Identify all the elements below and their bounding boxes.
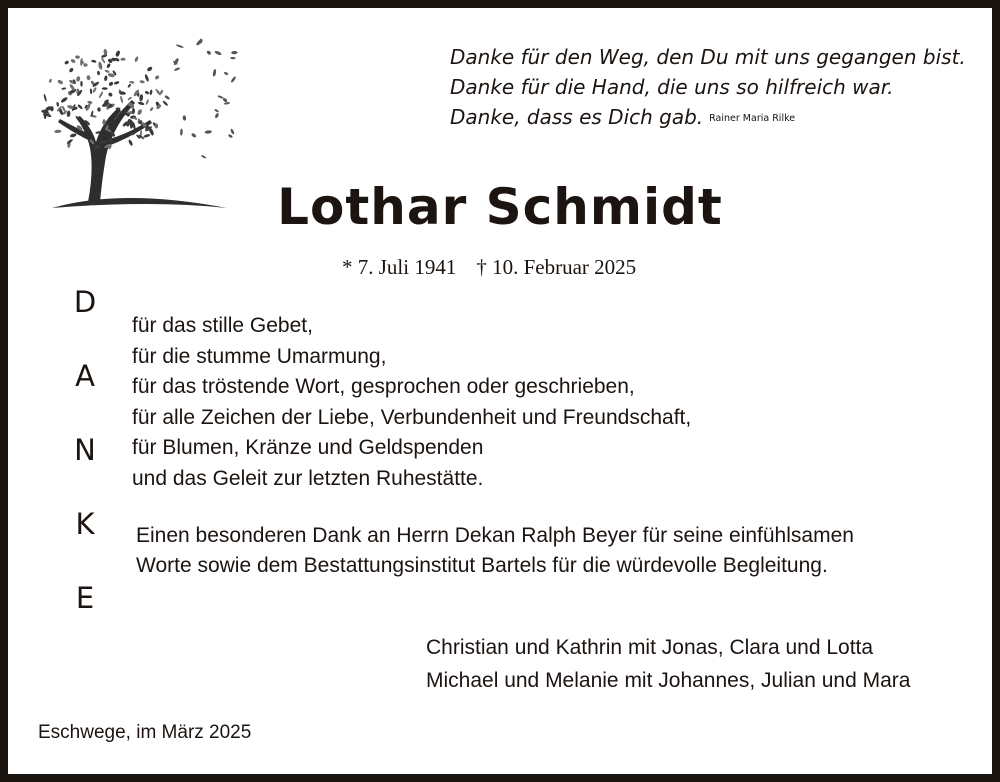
thanks-list [132, 311, 691, 494]
danke-letter: A [75, 359, 95, 393]
danke-letter: K [75, 507, 95, 541]
poem-line: Danke für den Weg, den Du mit uns gegangen bist. [450, 45, 966, 69]
obituary-card [8, 8, 992, 774]
thanks-line: für das tröstende Wort, gesprochen oder geschrieben, [132, 375, 635, 398]
thanks-line: und das Geleit zur letzten Ruhestätte. [132, 466, 484, 490]
poem-attribution: Rainer Maria Rilke [709, 113, 796, 124]
life-dates [342, 255, 636, 280]
family-signatures [426, 631, 910, 697]
thanks-line: für die stumme Umarmung, [132, 344, 387, 368]
poem-line [450, 102, 966, 134]
family-line: Michael und Melanie mit Johannes, Julian und Mara [426, 669, 911, 692]
death-date: † 10. Februar 2025 [476, 255, 637, 279]
danke-letter: D [73, 285, 97, 319]
thanks-line: für Blumen, Kränze und Geldspenden [132, 436, 484, 459]
special-thanks-line: Worte sowie dem Bestattungsinstitut Bartels für die würdevolle Begleitung. [136, 554, 828, 577]
special-thanks-line: Einen besonderen Dank an Herrn Dekan Ralph Beyer für seine einfühlsamen [136, 524, 854, 547]
thanks-line: für das stille Gebet, [132, 314, 313, 337]
danke-letter: N [74, 433, 96, 467]
poem-line: Danke für die Hand, die uns so hilfreich war. [450, 75, 894, 99]
birth-date: * 7. Juli 1941 [342, 255, 457, 279]
deceased-name: Lothar Schmidt [277, 178, 723, 236]
poem-line-text: Danke, dass es Dich gab. [450, 105, 704, 129]
danke-letter: E [75, 581, 95, 615]
poem [450, 42, 966, 134]
place-date: Eschwege, im März 2025 [38, 722, 252, 743]
danke-vertical [60, 280, 110, 650]
thanks-line: für alle Zeichen der Liebe, Verbundenheit und Freundschaft, [132, 405, 692, 429]
family-line: Christian und Kathrin mit Jonas, Clara und Lotta [426, 636, 874, 659]
special-thanks [136, 521, 854, 581]
